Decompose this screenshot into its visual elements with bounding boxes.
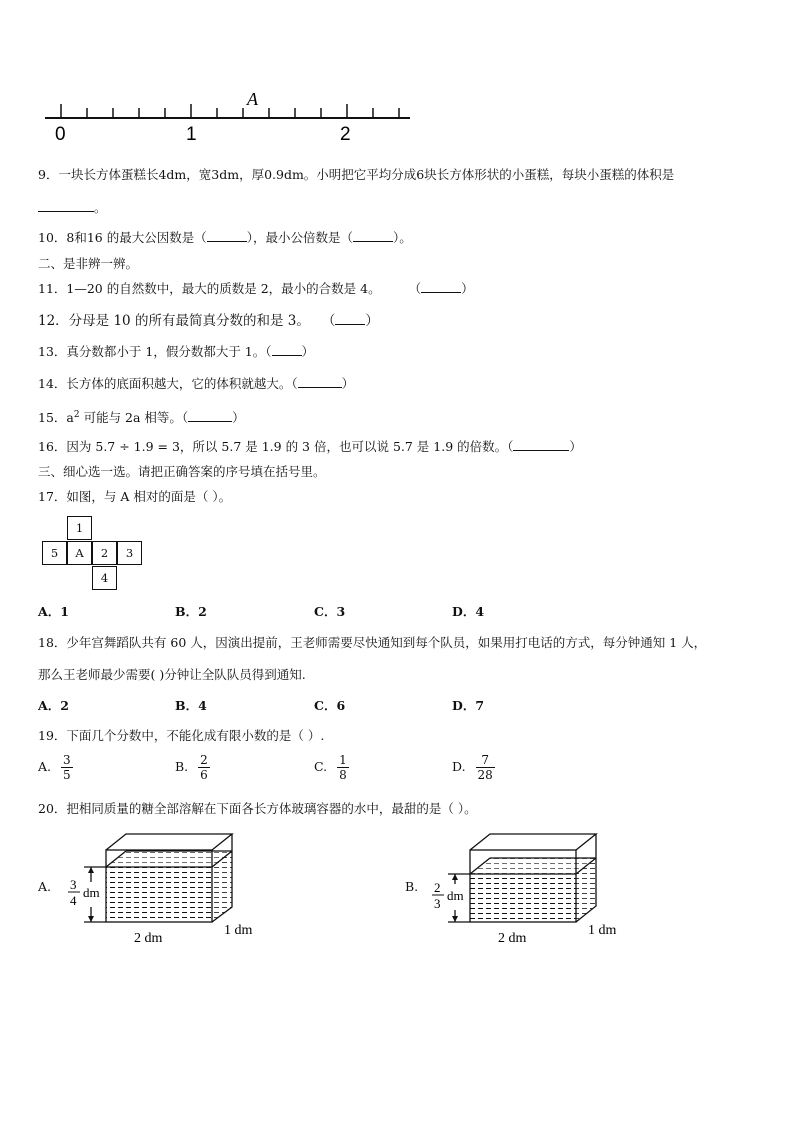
- q15-exponent: 2: [73, 410, 80, 420]
- q15-close: ）: [232, 410, 245, 426]
- q10-blank-gcd[interactable]: [207, 229, 247, 242]
- q13-close: ）: [301, 344, 315, 359]
- q19-c-numerator: 1: [339, 753, 347, 767]
- q19-b-denominator: 6: [200, 768, 208, 782]
- q19-option-c-fraction: [337, 753, 349, 782]
- net-face-2: 2: [92, 541, 117, 565]
- q17-option-a[interactable]: A．1: [38, 604, 69, 619]
- q19-b-numerator: 2: [200, 753, 208, 767]
- q20-option-a-container-figure[interactable]: [62, 830, 292, 952]
- question-18-line-1: 18．少年宫舞蹈队共有 60 人，因演出提前，王老师需要尽快通知到每个队员，如果用打电话的方式，每分钟通知 1 人，: [38, 635, 707, 650]
- q12-blank[interactable]: [335, 312, 365, 325]
- box-b-height-den: 3: [434, 896, 441, 911]
- q12-close: ）: [365, 313, 379, 329]
- q19-option-b[interactable]: [175, 753, 210, 782]
- section-3-heading: 三、细心选一选。请把正确答案的序号填在括号里。: [38, 464, 326, 479]
- net-face-1: 1: [67, 516, 92, 540]
- q19-option-c[interactable]: [314, 753, 349, 782]
- q19-option-d-fraction: [476, 753, 495, 782]
- q9-text: 9．一块长方体蛋糕长4dm，宽3dm，厚0.9dm。小明把它平均分成6块长方体形状的小蛋糕，每块小蛋糕的体积是: [38, 167, 675, 182]
- question-10: [38, 229, 412, 247]
- q19-d-denominator: 28: [477, 768, 493, 782]
- number-line: [40, 86, 420, 146]
- box-a-height-num: 3: [70, 877, 77, 892]
- q19-a-denominator: 5: [63, 768, 71, 782]
- ruler-tick-1: 1: [186, 124, 197, 145]
- q11-open: （: [408, 281, 422, 296]
- question-15: [38, 406, 245, 427]
- q18-option-c[interactable]: C．6: [314, 698, 346, 713]
- q19-option-b-fraction: [198, 753, 210, 782]
- q19-option-d-label: D.: [452, 759, 466, 774]
- box-b-width: 1 dm: [588, 923, 617, 938]
- q16-close: ）: [569, 439, 582, 454]
- q20-option-a-label[interactable]: A.: [38, 879, 52, 894]
- box-a-width: 1 dm: [224, 923, 253, 938]
- q14-text: 14．长方体的底面积越大，它的体积就越大。（: [38, 376, 298, 391]
- q20-option-b-container-figure[interactable]: [422, 826, 652, 948]
- q15-text: 可能与 2a 相等。（: [79, 410, 189, 426]
- q18-option-d[interactable]: D．7: [452, 698, 485, 713]
- box-a-length: 2 dm: [134, 931, 163, 946]
- q19-a-numerator: 3: [63, 753, 71, 767]
- q16-text: 16．因为 5.7 ÷ 1.9 = 3，所以 5.7 是 1.9 的 3 倍，也可以说 5.7 是 1.9 的倍数。（: [38, 439, 514, 454]
- net-face-3: 3: [117, 541, 142, 565]
- q17-option-b[interactable]: B．2: [175, 604, 207, 619]
- q19-option-b-label: B.: [175, 759, 189, 774]
- net-face-A: A: [67, 541, 92, 565]
- question-16: [38, 438, 582, 456]
- section-2-heading: 二、是非辨一辨。: [38, 256, 139, 271]
- question-18-line-2: 那么王老师最少需要( )分钟让全队队员得到通知.: [38, 667, 306, 682]
- cube-net: [42, 516, 146, 590]
- q10-text-b: ），最小公倍数是（: [246, 230, 354, 245]
- net-face-4: 4: [92, 566, 117, 590]
- q18-option-a[interactable]: A．2: [38, 698, 69, 713]
- question-11: [38, 280, 474, 298]
- q16-blank[interactable]: [513, 438, 569, 451]
- q17-option-c[interactable]: C．3: [314, 604, 346, 619]
- q10-blank-lcm[interactable]: [353, 229, 393, 242]
- box-a-height-den: 4: [70, 893, 77, 908]
- q9-blank[interactable]: [38, 199, 94, 212]
- q15-number: 15．: [38, 410, 67, 426]
- q15-blank[interactable]: [188, 409, 232, 422]
- q19-option-a-label: A.: [38, 759, 52, 774]
- q19-c-denominator: 8: [339, 768, 347, 782]
- ruler-tick-2: 2: [340, 124, 351, 145]
- q19-option-d[interactable]: [452, 753, 495, 782]
- question-20: 20．把相同质量的糖全部溶解在下面各长方体玻璃容器的水中，最甜的是（ ）。: [38, 801, 477, 816]
- box-b-length: 2 dm: [498, 931, 527, 946]
- q10-text-a: 10．8和16 的最大公因数是（: [38, 230, 207, 245]
- q19-option-a[interactable]: [38, 753, 73, 782]
- question-19: 19．下面几个分数中，不能化成有限小数的是（ ）.: [38, 728, 325, 743]
- q11-text: 11．1—20 的自然数中，最大的质数是 2，最小的合数是 4。: [38, 281, 381, 296]
- q11-close: ）: [461, 281, 474, 296]
- q14-blank[interactable]: [298, 375, 342, 388]
- question-17: 17．如图，与 A 相对的面是（ ）。: [38, 489, 232, 504]
- q10-text-c: ）。: [393, 230, 412, 245]
- q13-text: 13．真分数都小于 1，假分数都大于 1。（: [38, 344, 272, 359]
- ruler-point-label: A: [247, 89, 258, 109]
- q17-option-d[interactable]: D．4: [452, 604, 485, 619]
- q14-close: ）: [341, 376, 355, 391]
- box-a-height-unit: dm: [83, 885, 100, 900]
- q19-option-a-fraction: [61, 753, 73, 782]
- ruler-tick-0: 0: [55, 124, 66, 145]
- box-b-height-num: 2: [434, 880, 441, 895]
- q20-option-b-label[interactable]: B.: [405, 879, 419, 894]
- question-9-answer: [38, 199, 107, 217]
- q18-option-b[interactable]: B．4: [175, 698, 207, 713]
- q9-end: 。: [94, 200, 107, 215]
- question-12: [38, 312, 379, 330]
- q19-option-c-label: C.: [314, 759, 328, 774]
- q11-blank[interactable]: [421, 280, 461, 293]
- q12-text: 12．分母是 10 的所有最简真分数的和是 3。: [38, 313, 310, 329]
- question-13: [38, 343, 314, 361]
- q12-open: （: [321, 313, 336, 329]
- question-14: [38, 375, 354, 393]
- q13-blank[interactable]: [272, 343, 302, 356]
- net-face-5: 5: [42, 541, 67, 565]
- q19-d-numerator: 7: [476, 753, 495, 768]
- question-9: [38, 166, 674, 184]
- box-b-height-unit: dm: [447, 888, 464, 903]
- q15-base: a: [66, 410, 74, 426]
